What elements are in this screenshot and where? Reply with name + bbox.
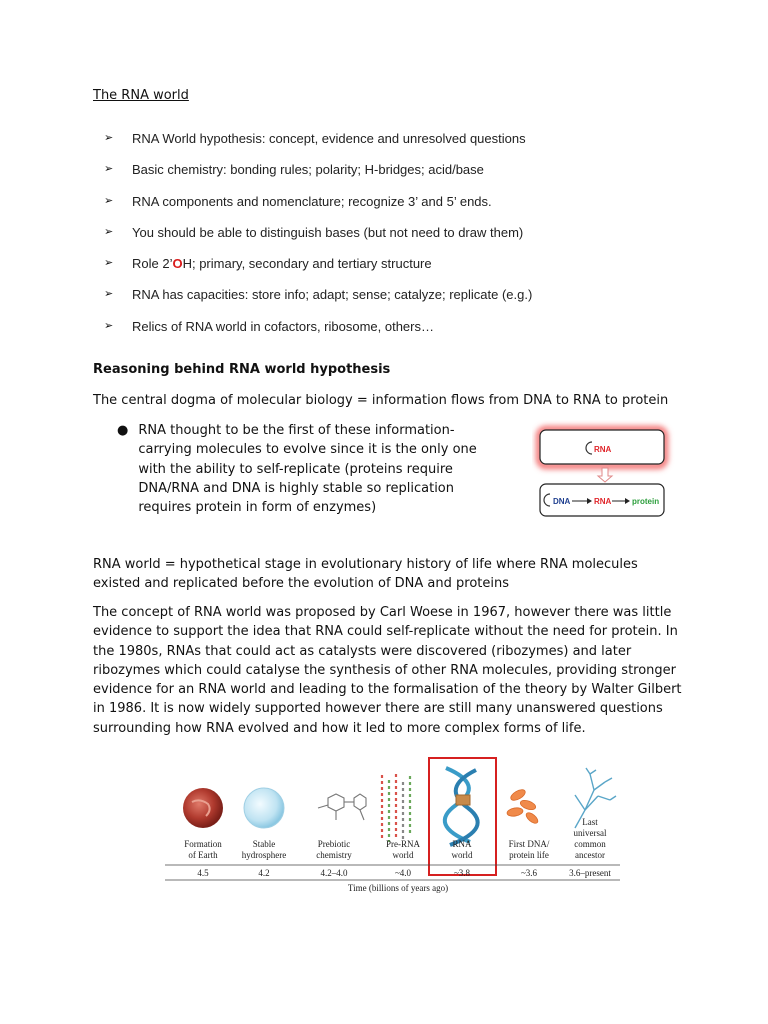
arrow-bullet-icon: ➢ xyxy=(104,225,114,238)
list-item xyxy=(104,162,532,193)
rna-helix-icon xyxy=(445,768,478,845)
page-title: The RNA world xyxy=(93,88,189,103)
stage-label-hydrosphere: Stable hydrosphere xyxy=(241,839,287,860)
time-value: 3.6–present xyxy=(569,868,611,878)
list-item-text: Basic chemistry: bonding rules; polarity; H-bridges; acid/base xyxy=(132,162,484,178)
rna-bullet-item xyxy=(117,421,497,517)
stage-label-prebiotic: Prebiotic chemistry xyxy=(316,839,352,860)
list-item xyxy=(104,287,532,318)
list-item xyxy=(104,194,532,225)
time-value: 4.2 xyxy=(258,868,270,878)
pre-rna-strands-icon xyxy=(382,774,410,842)
list-item-text: Role 2’OH; primary, secondary and tertiary structure xyxy=(132,256,432,272)
stage-label-formation: Formation of Earth xyxy=(184,839,222,860)
list-item xyxy=(104,256,532,287)
rna-dogma-diagram xyxy=(532,420,680,520)
central-dogma-text: The central dogma of molecular biology = information flows from DNA to RNA to protein xyxy=(93,393,669,408)
list-item-text: RNA World hypothesis: concept, evidence and unresolved questions xyxy=(132,131,526,146)
arrow-bullet-icon: ➢ xyxy=(104,257,114,270)
rna-bullet-text: RNA thought to be the first of these information-carrying molecules to evolve since it is the only one with the ability to self-replicate (proteins require DNA/RNA and DNA is highly stable so replication requires protein in form of enzymes) xyxy=(138,423,477,516)
protein-label: protein xyxy=(632,497,660,506)
rna-world-timeline xyxy=(150,750,620,900)
time-value: 4.2–4.0 xyxy=(320,868,348,878)
dna-label: DNA xyxy=(553,497,571,506)
list-item xyxy=(104,225,532,256)
arrow-bullet-icon: ➢ xyxy=(104,163,114,176)
down-arrow-icon xyxy=(598,468,612,482)
list-item xyxy=(104,131,532,162)
concept-paragraph: The concept of RNA world was proposed by Carl Woese in 1967, however there was little evidence to support the idea that RNA could self-replicate without the need for protein. In the 1980s, RNAs that could act as catalysts were discovered (ribozymes) and later ribozymes which could catalyse the synthesis of other RNA molecules, providing stronger evidence for an RNA world and leading to the formalisation of the theory by Walter Gilbert in 1986. It is now widely supported however there are still many unanswered questions surrounding how RNA evolved and how it led to more complex forms of life. xyxy=(93,605,682,736)
list-item xyxy=(104,319,532,350)
stage-label-rna-world: RNA world xyxy=(451,839,473,860)
prebiotic-molecule-icon xyxy=(318,794,366,820)
list-item-text: RNA components and nomenclature; recognize 3’ and 5’ ends. xyxy=(132,193,492,209)
section-heading: Reasoning behind RNA world hypothesis xyxy=(93,362,391,377)
list-item-text: You should be able to distinguish bases (but not need to draw them) xyxy=(132,224,524,240)
arrow-bullet-icon: ➢ xyxy=(104,132,114,144)
list-item-text: RNA has capacities: store info; adapt; sense; catalyze; replicate (e.g.) xyxy=(132,287,533,303)
time-value: ~4.0 xyxy=(394,868,412,878)
rna-top-label: RNA xyxy=(594,445,612,454)
bullet-dot-icon: ● xyxy=(117,423,129,438)
list-item-text: Relics of RNA world in cofactors, ribosome, others… xyxy=(132,318,434,334)
earth-formation-icon xyxy=(183,788,223,828)
time-axis-label: Time (billions of years ago) xyxy=(347,883,449,893)
stage-label-luca: Last universal common ancestor xyxy=(573,817,607,860)
arrow-bullet-icon: ➢ xyxy=(104,194,114,207)
highlight-o: O xyxy=(172,256,183,272)
stage-label-first-dna: First DNA/ protein life xyxy=(508,839,550,860)
time-value: 4.5 xyxy=(197,868,209,878)
first-cells-icon xyxy=(506,788,539,826)
rna-world-definition: RNA world = hypothetical stage in evolutionary history of life where RNA molecules existed and replicated before the evolution of DNA and proteins xyxy=(93,557,638,592)
time-value: ~3.8 xyxy=(453,868,471,878)
hydrosphere-icon xyxy=(244,788,284,828)
arrow-bullet-icon: ➢ xyxy=(104,288,114,301)
time-value: ~3.6 xyxy=(520,868,538,878)
arrow-bullet-icon: ➢ xyxy=(104,319,114,332)
rna-label: RNA xyxy=(594,497,612,506)
stage-label-pre-rna: Pre-RNA world xyxy=(386,839,420,860)
learning-objectives-list xyxy=(104,131,532,350)
